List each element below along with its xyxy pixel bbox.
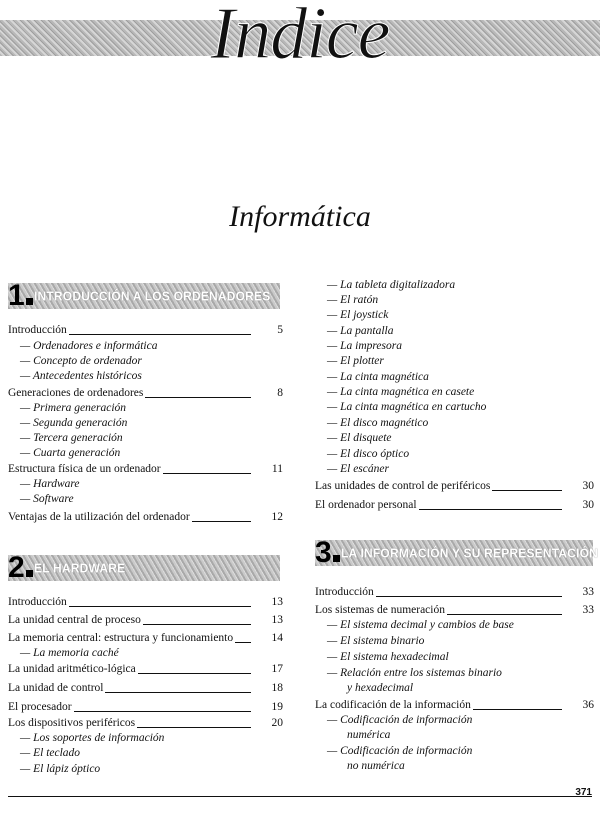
leader-line [492,490,562,491]
entry-text: — La cinta magnética [327,371,429,383]
index-entry [8,716,283,730]
index-subentry [327,339,594,353]
section-header-3 [315,536,599,569]
leader-line [74,711,251,712]
index-entry [8,595,283,609]
index-title: Indice [210,0,390,75]
entry-text: — El disco magnético [327,417,429,429]
entry-text: — El sistema hexadecimal [327,651,449,663]
footer-rule [8,796,592,797]
subject-title: Informática [229,200,371,233]
entry-text: — Ordenadores e informática [20,340,158,352]
index-subentry [20,369,283,383]
section-title: LA INFORMACIÓN Y SU REPRESENTACIÓN [341,545,599,561]
entry-text: — Concepto de ordenador [20,355,142,367]
entry-page: 13 [271,614,283,626]
entry-text: Generaciones de ordenadores [8,387,144,399]
entry-text: Estructura física de un ordenador [8,463,161,475]
entry-page: 30 [582,480,594,492]
entry-page: 8 [277,387,283,399]
entry-page: 20 [271,717,283,729]
leader-line [143,624,251,625]
entry-page: 19 [271,701,283,713]
entry-text: El ordenador personal [315,499,417,511]
index-subentry [20,339,283,353]
entry-text: numérica [347,729,391,741]
index-subentry [20,477,283,491]
index-subentry [327,744,594,758]
index-entry [8,510,283,524]
section-number: 1 [8,279,33,313]
entry-text: — El sistema binario [327,635,425,647]
entry-text: — El sistema decimal y cambios de base [327,619,514,631]
leader-line [145,397,251,398]
entry-text: — Codificación de información [327,745,473,757]
leader-line [447,614,562,615]
entry-page: 14 [271,632,283,644]
entry-text: no numérica [347,760,405,772]
index-entry [8,662,283,676]
index-entry [8,681,283,695]
entry-text: La unidad aritmético-lógica [8,663,136,675]
entry-page: 13 [271,596,283,608]
index-subentry [327,278,594,292]
entry-text: — El lápiz óptico [20,763,101,775]
entry-text: Los sistemas de numeración [315,604,445,616]
entry-page: 12 [271,511,283,523]
index-subentry [20,746,283,760]
index-subentry [20,431,283,445]
index-subentry [327,354,594,368]
entry-text: — La cinta magnética en cartucho [327,401,487,413]
index-subentry [327,431,594,445]
entry-text: La unidad central de proceso [8,614,141,626]
entry-text: — Tercera generación [20,432,123,444]
leader-line [137,727,251,728]
index-subentry [327,308,594,322]
index-subentry [327,293,594,307]
entry-text: — El disco óptico [327,448,410,460]
leader-line [235,642,251,643]
entry-text: y hexadecimal [347,682,414,694]
entry-text: — Codificación de información [327,714,473,726]
index-subentry [20,646,283,660]
entry-text: — La pantalla [327,325,394,337]
index-entry [8,323,283,337]
page-number: 371 [575,787,592,798]
index-entry [315,698,594,712]
leader-line [69,606,251,607]
index-subentry [20,416,283,430]
entry-text: — Cuarta generación [20,447,121,459]
index-subentry [327,666,594,680]
entry-text: Introducción [8,324,67,336]
index-subentry [327,650,594,664]
entry-page: 33 [582,586,594,598]
entry-text: — El plotter [327,355,384,367]
section-header-2 [8,551,280,584]
entry-text: El procesador [8,701,72,713]
index-subentry [327,447,594,461]
index-subentry [327,462,594,476]
index-entry [8,613,283,627]
entry-text: Introducción [315,586,374,598]
index-subentry [20,492,283,506]
entry-text: — Segunda generación [20,417,128,429]
entry-text: — La memoria caché [20,647,119,659]
leader-line [419,509,562,510]
index-entry [315,479,594,493]
index-subentry [327,324,594,338]
index-entry [8,700,283,714]
index-subentry [327,400,594,414]
entry-page: 18 [271,682,283,694]
section-number: 3 [315,536,340,570]
index-subentry [20,401,283,415]
leader-line [192,521,251,522]
entry-text: La codificación de la información [315,699,471,711]
index-subentry [20,446,283,460]
entry-text: — La tableta digitalizadora [327,279,456,291]
index-subentry [20,731,283,745]
leader-line [473,709,562,710]
leader-line [138,673,251,674]
entry-text: — El joystick [327,309,389,321]
entry-text: La unidad de control [8,682,104,694]
entry-text: — Software [20,493,74,505]
entry-page: 36 [582,699,594,711]
entry-text: — La cinta magnética en casete [327,386,475,398]
section-number: 2 [8,551,33,585]
entry-text: Introducción [8,596,67,608]
entry-text: — Relación entre los sistemas binario [327,667,502,679]
leader-line [69,334,251,335]
entry-text: Las unidades de control de periféricos [315,480,491,492]
index-entry [315,603,594,617]
index-subentry [347,759,594,773]
section-title: EL HARDWARE [34,560,126,576]
entry-page: 30 [582,499,594,511]
index-subentry [347,728,594,742]
entry-page: 33 [582,604,594,616]
entry-text: Los dispositivos periféricos [8,717,136,729]
section-title: INTRODUCCIÓN A LOS ORDENADORES [34,288,271,304]
index-subentry [327,634,594,648]
index-entry [315,585,594,599]
leader-line [105,692,251,693]
index-subentry [327,713,594,727]
leader-line [163,473,251,474]
entry-text: — Antecedentes históricos [20,370,142,382]
entry-page: 11 [271,463,283,475]
index-subentry [327,618,594,632]
index-subentry [327,385,594,399]
index-subentry [20,762,283,776]
index-subentry [327,370,594,384]
index-entry [8,462,283,476]
index-entry [315,498,594,512]
index-entry [8,386,283,400]
entry-text: — Hardware [20,478,80,490]
entry-text: — La impresora [327,340,402,352]
entry-text: — Primera generación [20,402,127,414]
entry-text: La memoria central: estructura y funcionamiento [8,632,234,644]
entry-page: 17 [271,663,283,675]
entry-text: — El escáner [327,463,389,475]
index-entry [8,631,283,645]
entry-text: Ventajas de la utilización del ordenador [8,511,190,523]
entry-text: — El teclado [20,747,81,759]
index-subentry [327,416,594,430]
leader-line [376,596,562,597]
entry-text: — Los soportes de información [20,732,165,744]
section-header-1 [8,279,280,312]
entry-page: 5 [277,324,283,336]
index-subentry [20,354,283,368]
index-subentry [347,681,594,695]
entry-text: — El disquete [327,432,392,444]
entry-text: — El ratón [327,294,379,306]
